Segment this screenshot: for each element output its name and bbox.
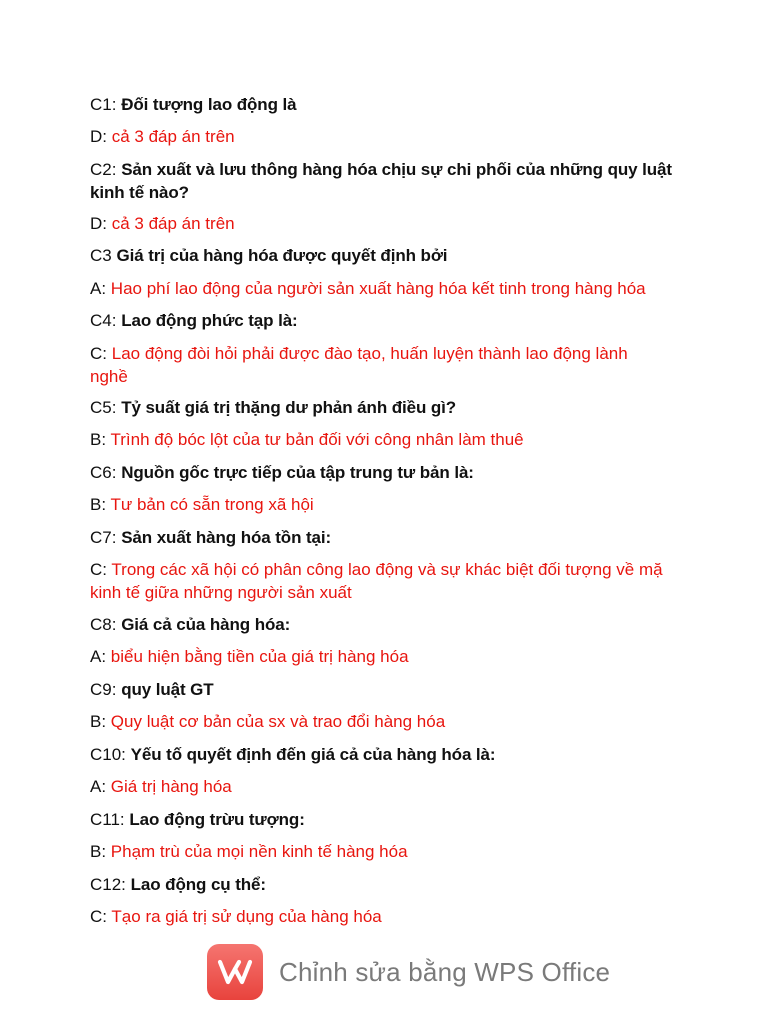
question-8: C8: Giá cả của hàng hóa:	[90, 615, 291, 634]
question-10: C10: Yếu tố quyết định đến giá cả của hàng hóa là:	[90, 745, 496, 764]
question-7: C7: Sản xuất hàng hóa tồn tại:	[90, 528, 332, 547]
wps-w-logo-icon	[207, 944, 263, 1000]
wps-footer	[207, 943, 627, 1001]
footer-text: Chỉnh sửa bằng WPS Office	[279, 956, 611, 987]
question-4: C4: Lao động phức tạp là:	[90, 311, 298, 330]
question-11: C11: Lao động trừu tượng:	[90, 810, 305, 829]
question-2: C2: Sản xuất và lưu thông hàng hóa chịu sự chi phối của những quy luật kinh tế nào?	[90, 160, 672, 202]
answer-12: C: Tạo ra giá trị sử dụng của hàng hóa	[90, 907, 382, 926]
question-6: C6: Nguồn gốc trực tiếp của tập trung tư bản là:	[90, 463, 474, 482]
answer-1: D: cả 3 đáp án trên	[90, 127, 235, 146]
wps-w-logo-glyph	[216, 953, 254, 991]
question-1: C1: Đối tượng lao động là	[90, 95, 297, 114]
answer-11: B: Phạm trù của mọi nền kinh tế hàng hóa	[90, 842, 408, 861]
question-9: C9: quy luật GT	[90, 680, 214, 699]
answer-8: A: biểu hiện bằng tiền của giá trị hàng hóa	[90, 647, 409, 666]
answer-2: D: cả 3 đáp án trên	[90, 214, 235, 233]
question-3: C3 Giá trị của hàng hóa được quyết định bởi	[90, 246, 448, 265]
answer-3: A: Hao phí lao động của người sản xuất hàng hóa kết tinh trong hàng hóa	[90, 279, 646, 298]
answer-9: B: Quy luật cơ bản của sx và trao đổi hàng hóa	[90, 712, 446, 731]
answer-6: B: Tư bản có sẵn trong xã hội	[90, 495, 314, 514]
question-12: C12: Lao động cụ thể:	[90, 875, 266, 894]
answer-5: B: Trình độ bóc lột của tư bản đối với công nhân làm thuê	[90, 430, 524, 449]
answer-4: C: Lao động đòi hỏi phải được đào tạo, huấn luyện thành lao động lành nghề	[90, 344, 628, 386]
answer-7: C: Trong các xã hội có phân công lao động và sự khác biệt đối tượng về mặ kinh tế giữa những người sản xuất	[90, 560, 663, 602]
question-5: C5: Tỷ suất giá trị thặng dư phản ánh điều gì?	[90, 398, 457, 417]
answer-10: A: Giá trị hàng hóa	[90, 777, 232, 796]
